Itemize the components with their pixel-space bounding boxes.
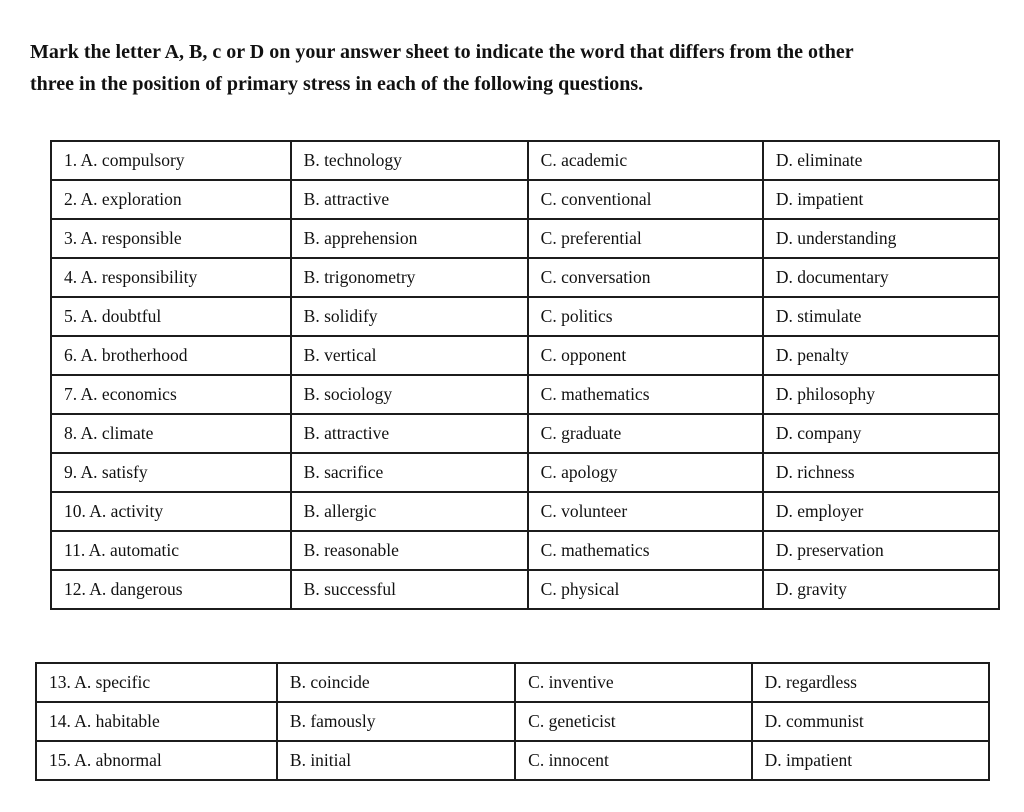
answer-option-cell: D. stimulate [763, 297, 999, 336]
answer-option-cell: B. trigonometry [291, 258, 528, 297]
answer-option-cell: B. sacrifice [291, 453, 528, 492]
answer-option-cell: D. penalty [763, 336, 999, 375]
answer-option-cell: C. politics [528, 297, 763, 336]
answer-option-cell: 15. A. abnormal [36, 741, 277, 780]
answer-option-cell: C. volunteer [528, 492, 763, 531]
answer-option-cell: C. apology [528, 453, 763, 492]
answer-option-cell: 11. A. automatic [51, 531, 291, 570]
answer-option-cell: 3. A. responsible [51, 219, 291, 258]
answer-option-cell: C. conversation [528, 258, 763, 297]
answer-option-cell: 14. A. habitable [36, 702, 277, 741]
answer-option-cell: C. academic [528, 141, 763, 180]
stress-questions-table-1-12 [50, 140, 1000, 610]
answer-option-cell: B. sociology [291, 375, 528, 414]
question-row [51, 180, 999, 219]
answer-option-cell: D. philosophy [763, 375, 999, 414]
answer-option-cell: B. reasonable [291, 531, 528, 570]
answer-option-cell: B. coincide [277, 663, 515, 702]
question-row [51, 492, 999, 531]
answer-option-cell: 5. A. doubtful [51, 297, 291, 336]
question-row [51, 141, 999, 180]
stress-questions-table-13-15 [35, 662, 990, 781]
question-row [51, 570, 999, 609]
answer-option-cell: C. geneticist [515, 702, 751, 741]
answer-option-cell: C. innocent [515, 741, 751, 780]
answer-option-cell: 12. A. dangerous [51, 570, 291, 609]
answer-option-cell: B. vertical [291, 336, 528, 375]
answer-option-cell: D. preservation [763, 531, 999, 570]
question-row [51, 297, 999, 336]
answer-option-cell: 8. A. climate [51, 414, 291, 453]
answer-option-cell: D. impatient [752, 741, 989, 780]
answer-option-cell: B. famously [277, 702, 515, 741]
answer-option-cell: B. initial [277, 741, 515, 780]
question-row [51, 453, 999, 492]
question-row [51, 336, 999, 375]
answer-option-cell: B. successful [291, 570, 528, 609]
answer-option-cell: 7. A. economics [51, 375, 291, 414]
answer-option-cell: D. documentary [763, 258, 999, 297]
answer-option-cell: B. technology [291, 141, 528, 180]
answer-option-cell: C. preferential [528, 219, 763, 258]
answer-option-cell: 13. A. specific [36, 663, 277, 702]
question-row [51, 258, 999, 297]
instructions-line-2: three in the position of primary stress in each of the following questions. [30, 73, 644, 95]
answer-option-cell: 6. A. brotherhood [51, 336, 291, 375]
answer-option-cell: 9. A. satisfy [51, 453, 291, 492]
answer-option-cell: 2. A. exploration [51, 180, 291, 219]
answer-option-cell: C. graduate [528, 414, 763, 453]
question-row [36, 741, 989, 780]
answer-option-cell: D. employer [763, 492, 999, 531]
question-row [51, 375, 999, 414]
answer-option-cell: D. eliminate [763, 141, 999, 180]
answer-option-cell: C. inventive [515, 663, 751, 702]
answer-option-cell: 1. A. compulsory [51, 141, 291, 180]
answer-option-cell: B. attractive [291, 414, 528, 453]
question-row [51, 414, 999, 453]
instructions-text [30, 36, 980, 100]
question-row [51, 531, 999, 570]
answer-option-cell: B. solidify [291, 297, 528, 336]
answer-option-cell: D. gravity [763, 570, 999, 609]
answer-option-cell: C. opponent [528, 336, 763, 375]
answer-option-cell: 4. A. responsibility [51, 258, 291, 297]
answer-option-cell: C. conventional [528, 180, 763, 219]
answer-option-cell: D. communist [752, 702, 989, 741]
answer-option-cell: C. physical [528, 570, 763, 609]
answer-option-cell: D. company [763, 414, 999, 453]
questions-table [50, 140, 1000, 610]
answer-option-cell: D. impatient [763, 180, 999, 219]
answer-option-cell: 10. A. activity [51, 492, 291, 531]
question-row [36, 663, 989, 702]
answer-option-cell: B. allergic [291, 492, 528, 531]
answer-option-cell: D. understanding [763, 219, 999, 258]
instructions-line-1: Mark the letter A, B, c or D on your answer sheet to indicate the word that differs from the other [30, 41, 854, 63]
answer-option-cell: C. mathematics [528, 375, 763, 414]
question-row [36, 702, 989, 741]
question-row [51, 219, 999, 258]
answer-option-cell: D. richness [763, 453, 999, 492]
answer-option-cell: B. apprehension [291, 219, 528, 258]
answer-option-cell: C. mathematics [528, 531, 763, 570]
answer-option-cell: D. regardless [752, 663, 989, 702]
questions-table [35, 662, 990, 781]
answer-option-cell: B. attractive [291, 180, 528, 219]
